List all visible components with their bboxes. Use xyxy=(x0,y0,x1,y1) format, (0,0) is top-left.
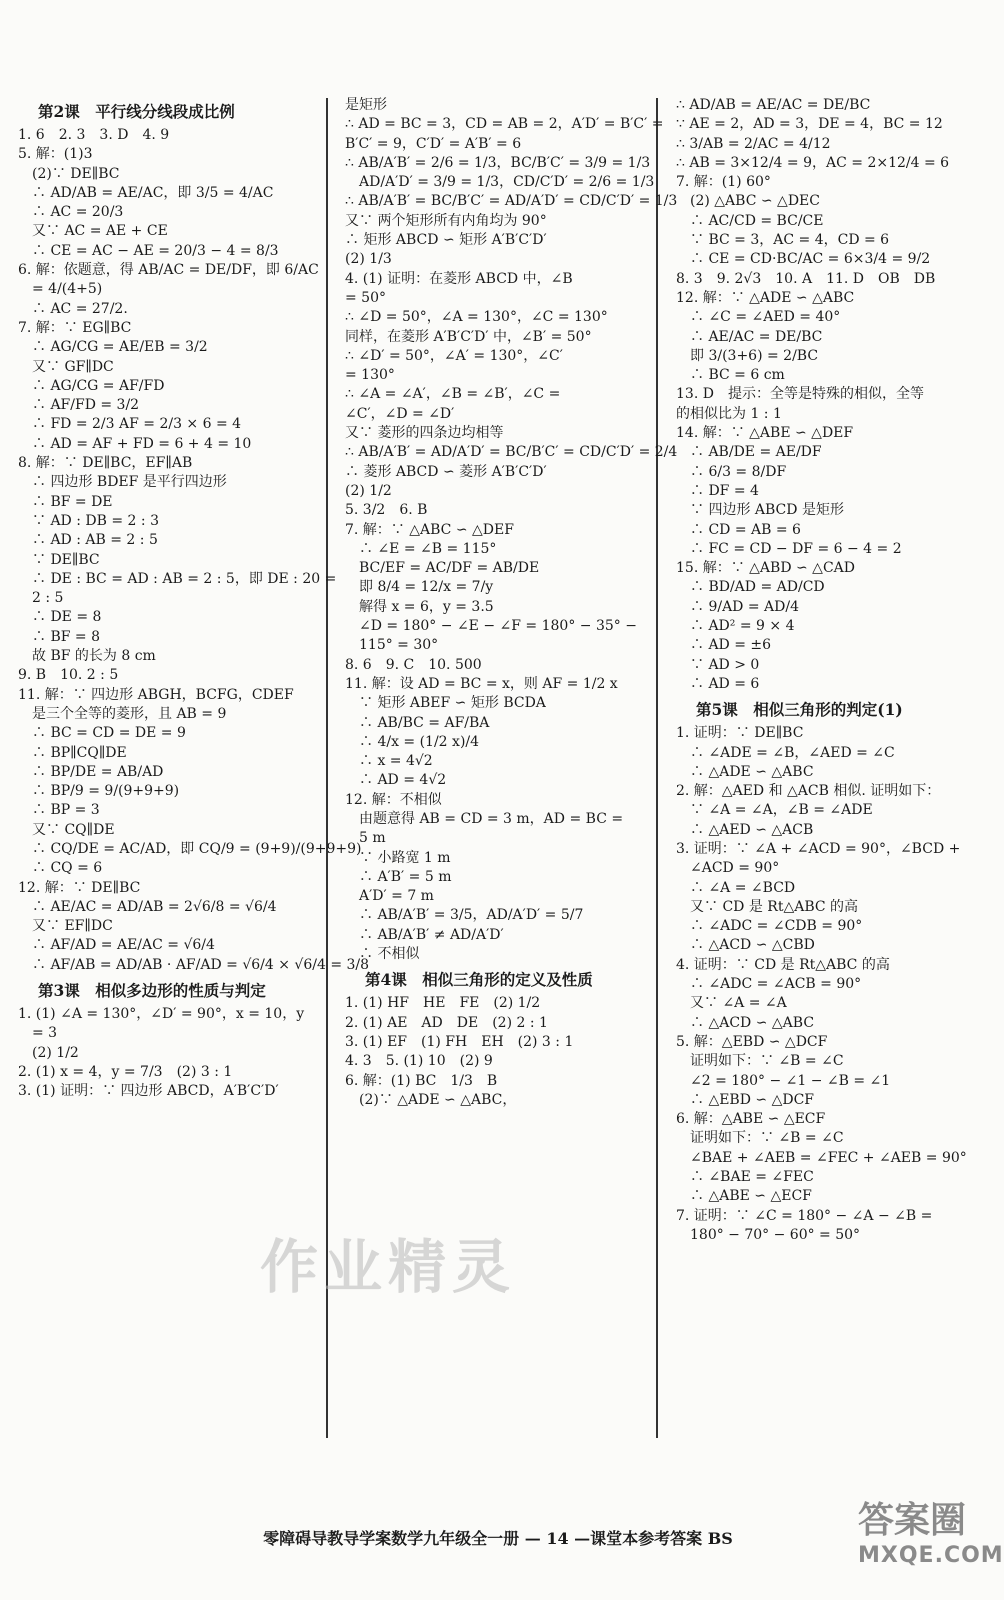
answer-line: 7. 解：∵ EG∥BC xyxy=(18,319,132,336)
answer-line: ∴ AF/FD = 3/2 xyxy=(18,397,140,414)
answer-line: ∴ 不相似 xyxy=(345,946,420,963)
answer-column-3 xyxy=(676,96,976,1245)
answer-line: ∠C′，∠D = ∠D′ xyxy=(345,405,455,422)
answer-line: ∴ BP = 3 xyxy=(18,802,100,819)
lesson-heading: 第4课 相似三角形的定义及性质 xyxy=(365,970,593,990)
answer-line: 又∵ GF∥DC xyxy=(18,358,114,375)
answer-line: (2) 1/2 xyxy=(18,1044,79,1061)
answer-line: ∴ AB/A′B′ = 2/6 = 1/3，BC/B′C′ = 3/9 = 1/3 xyxy=(345,154,651,171)
answer-line: ∴ AF/AD = AE/AC = √6/4 xyxy=(18,937,215,954)
answer-line: = 4/(4+5) xyxy=(18,281,103,298)
answer-line: 11. 解：设 AD = BC = x，则 AF = 1/2 x xyxy=(345,675,618,692)
answer-line: ∴ ∠BAE = ∠FEC xyxy=(676,1169,814,1186)
answer-line: 9. B 10. 2 : 5 xyxy=(18,667,119,684)
answer-line: ∴ A′B′ = 5 m xyxy=(345,868,452,885)
answer-line: 故 BF 的长为 8 cm xyxy=(18,648,156,665)
answer-line: 3. (1) 证明：∵ 四边形 ABCD，A′B′C′D′ xyxy=(18,1083,279,1100)
answer-line: = 50° xyxy=(345,289,386,306)
answer-line: ∴ 矩形 ABCD ∽ 矩形 A′B′C′D′ xyxy=(345,232,547,249)
answer-line: 11. 解：∵ 四边形 ABGH，BCFG，CDEF xyxy=(18,686,294,703)
answer-line: 5. 解：△EBD ∽ △DCF xyxy=(676,1033,828,1050)
answer-line: ∴ AB/A′B′ = 3/5，AD/A′D′ = 5/7 xyxy=(345,907,584,924)
answer-line: 14. 解：∵ △ABE ∽ △DEF xyxy=(676,425,854,442)
answer-line: BC/EF = AC/DF = AB/DE xyxy=(345,560,540,577)
answer-line: ∴ BP∥CQ∥DE xyxy=(18,744,127,761)
answer-line: 又∵ CQ∥DE xyxy=(18,821,115,838)
answer-line: ∴ ∠D = 50°，∠A = 130°，∠C = 130° xyxy=(345,309,608,326)
answer-line: 7. 证明：∵ ∠C = 180° − ∠A − ∠B = xyxy=(676,1207,933,1224)
answer-line: 3. (1) EF (1) FH EH (2) 3 : 1 xyxy=(345,1033,574,1050)
answer-line: 又∵ 菱形的四条边均相等 xyxy=(345,425,504,442)
answer-line: ∴ AE/AC = DE/BC xyxy=(676,328,823,345)
answer-line: (2) 1/2 xyxy=(345,482,392,499)
answer-line: 1. (1) HF HE FE (2) 1/2 xyxy=(345,995,541,1012)
answer-line: ∴ AB/A′B′ = AD/A′D′ = BC/B′C′ = CD/C′D′ = 2/4 xyxy=(345,444,678,461)
answer-line: 证明如下：∵ ∠B = ∠C xyxy=(676,1130,844,1147)
answer-line: ∴ AD : AB = 2 : 5 xyxy=(18,532,158,549)
answer-line: ∴ 6/3 = 8/DF xyxy=(676,463,787,480)
answer-line: ∴ ∠D′ = 50°，∠A′ = 130°，∠C′ xyxy=(345,347,563,364)
answer-line: ∴ BF = DE xyxy=(18,493,113,510)
logo-text: 答案圈 xyxy=(858,1499,967,1541)
answer-line: ∵ AD > 0 xyxy=(676,656,760,673)
answer-line: ∴ AB/DE = AE/DF xyxy=(676,444,822,461)
answer-line: 5. 解：(1)3 xyxy=(18,146,93,163)
answer-line: ∠BAE + ∠AEB = ∠FEC + ∠AEB = 90° xyxy=(676,1149,967,1166)
answer-line: ∴ ∠A = ∠A′，∠B = ∠B′，∠C = xyxy=(345,386,561,403)
answer-line: ∴ AG/CG = AF/FD xyxy=(18,377,165,394)
answer-line: ∴ AD/AB = AE/AC，即 3/5 = 4/AC xyxy=(18,184,274,201)
answer-line: ∴ BC = 6 cm xyxy=(676,367,785,384)
answer-line: ∴ AD/AB = AE/AC = DE/BC xyxy=(676,97,871,113)
answer-line: ∴ 菱形 ABCD ∽ 菱形 A′B′C′D′ xyxy=(345,463,547,480)
answer-line: ∴ AF/AB = AD/AB · AF/AD = √6/4 × √6/4 = 3/8 xyxy=(18,956,370,973)
answer-line: ∴ AD = 6 xyxy=(676,675,760,692)
answer-line: ∴ AC/CD = BC/CE xyxy=(676,212,824,229)
answer-line: 2 : 5 xyxy=(18,590,64,607)
logo-domain: MXQE.COM xyxy=(858,1543,1004,1568)
answer-line: ∵ AD : DB = 2 : 3 xyxy=(18,512,159,529)
answer-line: 8. 解：∵ DE∥BC，EF∥AB xyxy=(18,455,193,472)
answer-line: 3. 证明：∵ ∠A + ∠ACD = 90°，∠BCD + xyxy=(676,840,961,857)
answer-line: ∴ AG/CG = AE/EB = 3/2 xyxy=(18,339,208,356)
answer-line: ∴ BF = 8 xyxy=(18,628,100,645)
answer-line: ∠2 = 180° − ∠1 − ∠B = ∠1 xyxy=(676,1072,891,1089)
answer-line: ∴ AD² = 9 × 4 xyxy=(676,618,795,635)
answer-line: ∴ ∠A = ∠BCD xyxy=(676,879,796,896)
answer-line: 4. 证明：∵ CD 是 Rt△ABC 的高 xyxy=(676,956,890,973)
answer-line: 2. (1) x = 4，y = 7/3 (2) 3 : 1 xyxy=(18,1063,233,1080)
answer-line: 12. 解：∵ △ADE ∽ △ABC xyxy=(676,289,855,306)
lesson-heading: 第5课 相似三角形的判定(1) xyxy=(696,700,903,720)
answer-line: 证明如下：∵ ∠B = ∠C xyxy=(676,1053,844,1070)
answer-line: ∵ 矩形 ABEF ∽ 矩形 BCDA xyxy=(345,695,546,712)
answer-line: ∴ AD = AF + FD = 6 + 4 = 10 xyxy=(18,435,252,452)
answer-line: ∴ ∠ADE = ∠B，∠AED = ∠C xyxy=(676,744,895,761)
answer-line: ∴ BD/AD = AD/CD xyxy=(676,579,825,596)
answer-line: ∵ 小路宽 1 m xyxy=(345,849,451,866)
answer-line: ∴ AC = 27/2. xyxy=(18,300,128,317)
answer-line: ∵ DE∥BC xyxy=(18,551,100,568)
answer-line: 是三个全等的菱形，且 AB = 9 xyxy=(18,705,227,722)
answer-lines xyxy=(676,724,976,1245)
answer-line: ∴ FD = 2/3 AF = 2/3 × 6 = 4 xyxy=(18,416,242,433)
answer-line: 又∵ CD 是 Rt△ABC 的高 xyxy=(676,898,859,915)
answer-line: ∴ ∠ADC = ∠ACB = 90° xyxy=(676,976,862,993)
site-logo xyxy=(858,1492,1004,1590)
answer-line: 又∵ EF∥DC xyxy=(18,918,113,935)
answer-line: ∵ 四边形 ABCD 是矩形 xyxy=(676,502,844,519)
answer-line: ∵ AE = 2，AD = 3，DE = 4，BC = 12 xyxy=(676,116,943,133)
answer-line: 15. 解：∵ △ABD ∽ △CAD xyxy=(676,560,855,577)
answer-line: ∴ x = 4√2 xyxy=(345,753,433,770)
answer-line: 8. 3 9. 2√3 10. A 11. D OB DB xyxy=(676,270,936,287)
answer-line: 6. 解：依题意，得 AB/AC = DE/DF，即 6/AC xyxy=(18,262,319,279)
answer-line: ∴ △ADE ∽ △ABC xyxy=(676,763,814,780)
answer-line: 又∵ ∠A = ∠A xyxy=(676,995,787,1012)
answer-line: 7. 解：∵ △ABC ∽ △DEF xyxy=(345,521,514,538)
answer-line: 7. 解：(1) 60° xyxy=(676,174,771,191)
answer-line: ∴ △ACD ∽ △CBD xyxy=(676,937,815,954)
answer-line: 1. 证明：∵ DE∥BC xyxy=(676,725,804,742)
answer-line: ∴ AB = 3×12/4 = 9，AC = 2×12/4 = 6 xyxy=(676,154,950,171)
answer-line: ∴ △ABE ∽ △ECF xyxy=(676,1188,812,1205)
lesson-heading: 第3课 相似多边形的性质与判定 xyxy=(38,981,266,1001)
answer-line: 由题意得 AB = CD = 3 m，AD = BC = xyxy=(345,810,624,827)
answer-line: ∵ ∠A = ∠A，∠B = ∠ADE xyxy=(676,802,873,819)
answer-line: ∴ CD = AB = 6 xyxy=(676,521,801,538)
answer-line: (2) 1/3 xyxy=(345,251,392,268)
answer-line: ∴ DE : BC = AD : AB = 2 : 5，即 DE : 20 = xyxy=(18,570,337,587)
answer-lines xyxy=(345,96,678,964)
answer-line: ∴ CQ = 6 xyxy=(18,860,103,877)
answer-line: ∴ AD = 4√2 xyxy=(345,772,447,789)
answer-line: 又∵ AC = AE + CE xyxy=(18,223,168,240)
answer-line: 5. 3/2 6. B xyxy=(345,502,428,519)
answer-line: (2) △ABC ∽ △DEC xyxy=(676,193,820,210)
answer-lines xyxy=(676,96,976,694)
answer-line: ∴ BC = CD = DE = 9 xyxy=(18,725,186,742)
answer-line: 同样，在菱形 A′B′C′D′ 中，∠B′ = 50° xyxy=(345,328,592,345)
answer-line: 12. 解：不相似 xyxy=(345,791,442,808)
answer-line: A′D′ = 7 m xyxy=(345,888,434,905)
answer-line: 115° = 30° xyxy=(345,637,439,654)
page-footer: 零障碍导教导学案数学九年级全一册 — 14 —课堂本参考答案 BS xyxy=(263,1529,733,1548)
answer-line: 180° − 70° − 60° = 50° xyxy=(676,1226,861,1243)
answer-line: 6. 解：△ABE ∽ △ECF xyxy=(676,1111,826,1128)
answer-line: 1. 6 2. 3 3. D 4. 9 xyxy=(18,127,170,143)
answer-lines xyxy=(18,1005,318,1101)
answer-line: 解得 x = 6，y = 3.5 xyxy=(345,598,494,615)
answer-line: ∵ BC = 3，AC = 4，CD = 6 xyxy=(676,232,890,249)
answer-line: 即 3/(3+6) = 2/BC xyxy=(676,347,819,364)
answer-line: ∴ CQ/DE = AC/AD，即 CQ/9 = (9+9)/(9+9+9) xyxy=(18,840,362,857)
answer-line: ∴ BP/9 = 9/(9+9+9) xyxy=(18,783,180,800)
answer-line: 2. 解：△AED 和 △ACB 相似. 证明如下： xyxy=(676,783,941,800)
answer-line: ∴ CE = AC − AE = 20/3 − 4 = 8/3 xyxy=(18,242,279,259)
answer-line: ∴ BP/DE = AB/AD xyxy=(18,763,164,780)
answer-line: 5 m xyxy=(345,830,386,847)
answer-line: 6. 解：(1) BC 1/3 B xyxy=(345,1072,498,1089)
answer-line: ∴ AE/AC = AD/AB = 2√6/8 = √6/4 xyxy=(18,898,277,915)
answer-line: 4. (1) 证明：在菱形 ABCD 中，∠B xyxy=(345,270,573,287)
answer-line: 的相似比为 1 : 1 xyxy=(676,405,782,422)
answer-line: ∴ CE = CD·BC/AC = 6×3/4 = 9/2 xyxy=(676,251,931,268)
answer-line: ∴ DE = 8 xyxy=(18,609,102,626)
answer-line: ∴ 9/AD = AD/4 xyxy=(676,598,799,615)
column-divider-2 xyxy=(656,98,658,1438)
answer-line: ∴ ∠E = ∠B = 115° xyxy=(345,540,497,557)
answer-line: ∴ FC = CD − DF = 6 − 4 = 2 xyxy=(676,540,902,557)
answer-line: ∴ AB/A′B′ = BC/B′C′ = AD/A′D′ = CD/C′D′ = 1/3 xyxy=(345,193,678,210)
answer-line: ∴ △AED ∽ △ACB xyxy=(676,821,814,838)
answer-line: 是矩形 xyxy=(345,97,387,113)
answer-lines xyxy=(345,994,650,1110)
answer-line: ∴ △ACD ∽ △ABC xyxy=(676,1014,815,1031)
answer-line: ∴ AC = 20/3 xyxy=(18,204,124,221)
answer-line: ∴ ∠C = ∠AED = 40° xyxy=(676,309,841,326)
answer-line: (2)∵ DE∥BC xyxy=(18,165,120,182)
answer-line: = 3 xyxy=(18,1025,58,1042)
answer-line: ∴ AB/BC = AF/BA xyxy=(345,714,490,731)
lesson-heading: 第2课 平行线分线段成比例 xyxy=(38,102,235,121)
answer-line: ∠D = 180° − ∠E − ∠F = 180° − 35° − xyxy=(345,618,637,635)
answer-line: 12. 解：∵ DE∥BC xyxy=(18,879,141,896)
answer-line: ∴ 3/AB = 2/AC = 4/12 xyxy=(676,135,831,152)
answer-line: ∠ACD = 90° xyxy=(676,860,780,877)
answer-line: 1. (1) ∠A = 130°，∠D′ = 90°，x = 10，y xyxy=(18,1006,305,1023)
answer-line: 2. (1) AE AD DE (2) 2 : 1 xyxy=(345,1014,548,1031)
answer-line: 又∵ 两个矩形所有内角均为 90° xyxy=(345,212,547,229)
answer-line: 即 8/4 = 12/x = 7/y xyxy=(345,579,494,596)
answer-line: ∴ AD = ±6 xyxy=(676,637,772,654)
answer-line: ∴ AB/A′B′ ≠ AD/A′D′ xyxy=(345,926,504,943)
answer-line: (2)∵ △ADE ∽ △ABC， xyxy=(345,1091,517,1108)
answer-line: = 130° xyxy=(345,367,395,384)
answer-line: 4. 3 5. (1) 10 (2) 9 xyxy=(345,1053,493,1070)
answer-line: ∴ 4/x = (1/2 x)/4 xyxy=(345,733,480,750)
answer-line: 13. D 提示：全等是特殊的相似，全等 xyxy=(676,386,924,403)
answer-line: AD/A′D′ = 3/9 = 1/3，CD/C′D′ = 2/6 = 1/3 xyxy=(345,174,655,191)
answer-line: ∴ ∠ADC = ∠CDB = 90° xyxy=(676,918,863,935)
watermark-stamp: 作业精灵 xyxy=(260,1233,517,1301)
answer-column-2 xyxy=(345,96,678,1110)
answer-line: ∴ AD = BC = 3，CD = AB = 2，A′D′ = B′C′ = xyxy=(345,116,664,133)
answer-line: 8. 6 9. C 10. 500 xyxy=(345,656,482,673)
answer-line: B′C′ = 9，C′D′ = A′B′ = 6 xyxy=(345,135,522,152)
answer-line: ∴ △EBD ∽ △DCF xyxy=(676,1091,814,1108)
answer-line: ∴ 四边形 BDEF 是平行四边形 xyxy=(18,474,227,491)
answer-line: ∴ DF = 4 xyxy=(676,482,759,499)
